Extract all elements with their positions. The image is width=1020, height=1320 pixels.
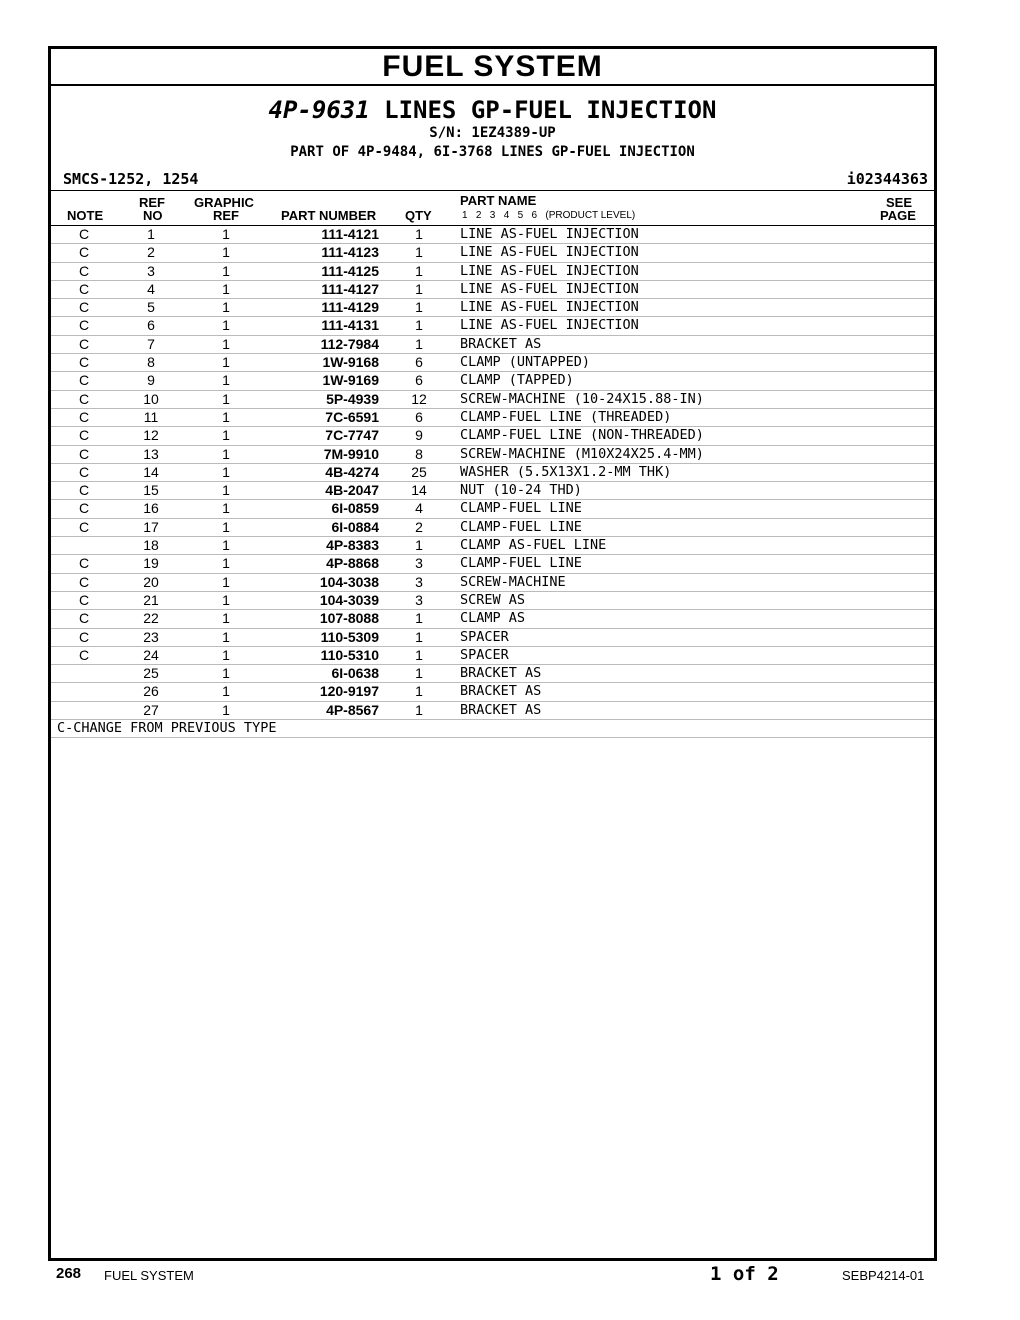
footer-page-number: 268 [56,1265,82,1282]
cell-ref-no: 19 [143,555,159,572]
cell-ref-no: 8 [147,354,155,371]
cell-graphic-ref: 1 [222,372,230,389]
cell-part-number: 4B-4274 [325,463,379,480]
cell-part-name: LINE AS-FUEL INJECTION [460,299,639,316]
cell-part-number: 6I-0638 [331,665,379,682]
cell-qty: 1 [415,701,423,718]
cell-ref-no: 4 [147,280,155,297]
table-row [51,574,934,592]
table-row [51,537,934,555]
table-row [51,446,934,464]
cell-ref-no: 2 [147,244,155,261]
cell-part-name: CLAMP-FUEL LINE (THREADED) [460,408,672,425]
cell-part-number: 111-4123 [321,244,379,261]
cell-qty: 14 [411,482,427,499]
cell-note: C [78,262,90,279]
cell-ref-no: 23 [143,628,159,645]
cell-graphic-ref: 1 [222,701,230,718]
cell-graphic-ref: 1 [222,244,230,261]
cell-part-name: BRACKET AS [460,335,542,352]
cell-ref-no: 21 [143,591,159,608]
cell-graphic-ref: 1 [222,591,230,608]
cell-part-number: 112-7984 [320,335,379,352]
cell-part-number: 6I-0884 [331,518,379,535]
cell-ref-no: 10 [143,390,159,407]
cell-graphic-ref: 1 [222,555,230,572]
footer-section: FUEL SYSTEM [104,1268,194,1283]
cell-graphic-ref: 1 [222,518,230,535]
cell-part-number: 111-4129 [321,299,379,316]
cell-qty: 3 [415,591,423,608]
cell-part-name: SCREW-MACHINE (M10X24X25.4-MM) [460,445,704,462]
cell-graphic-ref: 1 [222,500,230,517]
cell-note: C [78,482,90,499]
cell-part-number: 6I-0859 [331,500,379,517]
section-title: FUEL SYSTEM [51,49,934,86]
cell-part-number: 111-4125 [321,262,379,279]
cell-graphic-ref: 1 [222,665,230,682]
cell-qty: 1 [415,683,423,700]
table-row [51,391,934,409]
cell-qty: 9 [415,427,423,444]
cell-ref-no: 16 [143,500,159,517]
cell-ref-no: 25 [143,665,159,682]
header-graphic-bottom: REF [213,208,239,223]
footnote: C-CHANGE FROM PREVIOUS TYPE [51,720,934,738]
cell-qty: 8 [415,445,423,462]
table-row [51,244,934,262]
table-row [51,427,934,445]
cell-qty: 25 [411,463,427,480]
cell-qty: 6 [415,372,423,389]
table-row [51,500,934,518]
cell-ref-no: 20 [143,573,159,590]
cell-part-number: 104-3039 [319,591,379,608]
cell-part-number: 107-8088 [319,610,379,627]
cell-graphic-ref: 1 [222,445,230,462]
cell-ref-no: 27 [143,701,159,718]
cell-note: C [78,628,90,645]
cell-qty: 1 [415,665,423,682]
cell-note: C [78,500,90,517]
cell-graphic-ref: 1 [222,628,230,645]
cell-part-number: 111-4131 [321,317,379,334]
cell-part-name: SCREW-MACHINE (10-24X15.88-IN) [460,390,704,407]
cell-qty: 1 [415,610,423,627]
cell-qty: 1 [415,646,423,663]
header-qty: QTY [405,208,432,223]
cell-note: C [78,354,90,371]
cell-note: C [78,280,90,297]
table-row [51,226,934,244]
cell-qty: 1 [415,244,423,261]
cell-part-name: SCREW-MACHINE [460,573,566,590]
table-row [51,464,934,482]
table-row [51,336,934,354]
table-row [51,263,934,281]
group-part-number: 4P-9631 [268,96,370,124]
cell-qty: 3 [415,555,423,572]
cell-graphic-ref: 1 [222,683,230,700]
cell-ref-no: 11 [143,408,159,425]
cell-ref-no: 9 [147,372,155,389]
cell-note: C [78,591,90,608]
cell-qty: 4 [415,500,423,517]
table-row [51,482,934,500]
header-see-bottom: PAGE [880,208,916,223]
table-row [51,647,934,665]
header-graphic-top: GRAPHIC [194,195,254,210]
cell-part-number: 4B-2047 [325,482,379,499]
illustration-id: i02344363 [846,170,928,188]
cell-ref-no: 17 [143,518,159,535]
cell-part-name: CLAMP-FUEL LINE [460,555,582,572]
cell-part-number: 1W-9168 [322,354,379,371]
cell-part-number: 110-5309 [320,628,379,645]
table-row [51,555,934,573]
cell-ref-no: 26 [143,683,159,700]
table-row [51,299,934,317]
cell-graphic-ref: 1 [222,226,230,242]
cell-ref-no: 24 [143,646,159,663]
table-row [51,683,934,701]
cell-note: C [78,244,90,261]
cell-part-name: WASHER (5.5X13X1.2-MM THK) [460,463,672,480]
cell-graphic-ref: 1 [222,408,230,425]
table-row [51,592,934,610]
cell-graphic-ref: 1 [222,317,230,334]
group-name: LINES GP-FUEL INJECTION [384,96,717,124]
cell-ref-no: 18 [143,537,159,554]
header-part-name: PART NAME [460,193,537,208]
header-part-number: PART NUMBER [281,208,377,223]
cell-note: C [78,445,90,462]
page-frame [48,46,937,1261]
cell-note: C [78,573,90,590]
cell-part-name: CLAMP-FUEL LINE [460,518,582,535]
cell-part-number: 7M-9910 [323,445,379,462]
cell-note: C [78,372,90,389]
cell-graphic-ref: 1 [222,463,230,480]
cell-graphic-ref: 1 [222,537,230,554]
cell-graphic-ref: 1 [222,427,230,444]
cell-graphic-ref: 1 [222,299,230,316]
cell-graphic-ref: 1 [222,482,230,499]
footer-doc-id: SEBP4214-01 [842,1268,925,1283]
table-row [51,610,934,628]
cell-qty: 1 [415,262,423,279]
cell-graphic-ref: 1 [222,610,230,627]
cell-part-number: 7C-7747 [325,427,379,444]
cell-part-name: SCREW AS [460,591,526,608]
header-ref-top: REF [139,195,165,210]
cell-part-name: SPACER [460,646,509,663]
cell-graphic-ref: 1 [222,390,230,407]
cell-qty: 3 [415,573,423,590]
table-row [51,354,934,372]
cell-part-number: 1W-9169 [322,372,379,389]
cell-part-name: LINE AS-FUEL INJECTION [460,244,639,261]
cell-ref-no: 14 [143,463,159,480]
cell-note: C [78,610,90,627]
cell-part-name: SPACER [460,628,509,645]
cell-ref-no: 15 [143,482,159,499]
page-footer [0,1263,1020,1287]
cell-qty: 1 [415,335,423,352]
cell-note: C [78,518,90,535]
cell-ref-no: 22 [143,610,159,627]
cell-graphic-ref: 1 [222,262,230,279]
cell-part-number: 104-3038 [319,573,379,590]
cell-part-name: NUT (10-24 THD) [460,482,582,499]
cell-qty: 2 [415,518,423,535]
table-header [51,191,934,226]
smcs-row [51,168,934,191]
cell-qty: 1 [415,537,423,554]
header-product-levels: 1 2 3 4 5 6 (PRODUCT LEVEL) [462,210,636,221]
cell-ref-no: 7 [147,335,155,352]
table-row [51,629,934,647]
part-of-line: PART OF 4P-9484, 6I-3768 LINES GP-FUEL INJECTION [290,144,695,160]
header-see-top: SEE [886,195,913,210]
cell-part-number: 4P-8567 [326,701,379,718]
parts-table-body [51,226,934,720]
cell-ref-no: 13 [143,445,159,462]
table-row [51,317,934,335]
cell-ref-no: 1 [147,226,155,242]
cell-part-number: 110-5310 [320,646,379,663]
cell-qty: 12 [411,390,427,407]
cell-ref-no: 5 [147,299,155,316]
cell-note: C [78,463,90,480]
cell-note: C [78,226,90,242]
cell-part-name: BRACKET AS [460,701,542,718]
cell-graphic-ref: 1 [222,646,230,663]
group-title [51,96,934,124]
cell-part-name: BRACKET AS [460,665,542,682]
cell-part-number: 111-4127 [321,280,379,297]
cell-note: C [78,408,90,425]
cell-part-name: LINE AS-FUEL INJECTION [460,317,639,334]
cell-qty: 6 [415,354,423,371]
cell-graphic-ref: 1 [222,335,230,352]
header-note: NOTE [67,208,104,223]
cell-graphic-ref: 1 [222,573,230,590]
table-row [51,519,934,537]
cell-note: C [78,299,90,316]
cell-part-number: 4P-8383 [326,537,379,554]
cell-part-name: CLAMP-FUEL LINE [460,500,582,517]
cell-part-name: CLAMP AS [460,610,526,627]
cell-part-number: 120-9197 [319,683,379,700]
table-row [51,665,934,683]
cell-part-name: CLAMP AS-FUEL LINE [460,537,607,554]
cell-part-name: CLAMP (TAPPED) [460,372,574,389]
cell-part-name: CLAMP-FUEL LINE (NON-THREADED) [460,427,704,444]
cell-note: C [78,555,90,572]
table-row [51,281,934,299]
smcs-codes: SMCS-1252, 1254 [63,170,199,188]
header-ref-bottom: NO [143,208,163,223]
cell-part-name: LINE AS-FUEL INJECTION [460,262,639,279]
cell-part-name: LINE AS-FUEL INJECTION [460,280,639,297]
cell-part-number: 7C-6591 [325,408,379,425]
cell-ref-no: 6 [147,317,155,334]
cell-note: C [78,646,90,663]
cell-qty: 1 [415,299,423,316]
footer-page-of: 1 of 2 [710,1263,779,1285]
cell-part-name: CLAMP (UNTAPPED) [460,354,591,371]
cell-qty: 1 [415,226,423,242]
table-row [51,372,934,390]
table-row [51,702,934,720]
cell-note: C [78,390,90,407]
cell-part-number: 4P-8868 [326,555,379,572]
cell-qty: 1 [415,628,423,645]
cell-note: C [78,317,90,334]
cell-part-number: 111-4121 [321,226,379,242]
serial-number: S/N: 1EZ4389-UP [429,125,556,141]
cell-graphic-ref: 1 [222,280,230,297]
cell-ref-no: 3 [147,262,155,279]
cell-qty: 6 [415,408,423,425]
cell-part-name: BRACKET AS [460,683,542,700]
cell-part-number: 5P-4939 [326,390,379,407]
cell-qty: 1 [415,317,423,334]
cell-qty: 1 [415,280,423,297]
cell-ref-no: 12 [143,427,159,444]
table-row [51,409,934,427]
cell-note: C [78,335,90,352]
cell-note: C [78,427,90,444]
cell-part-name: LINE AS-FUEL INJECTION [460,226,639,242]
cell-graphic-ref: 1 [222,354,230,371]
